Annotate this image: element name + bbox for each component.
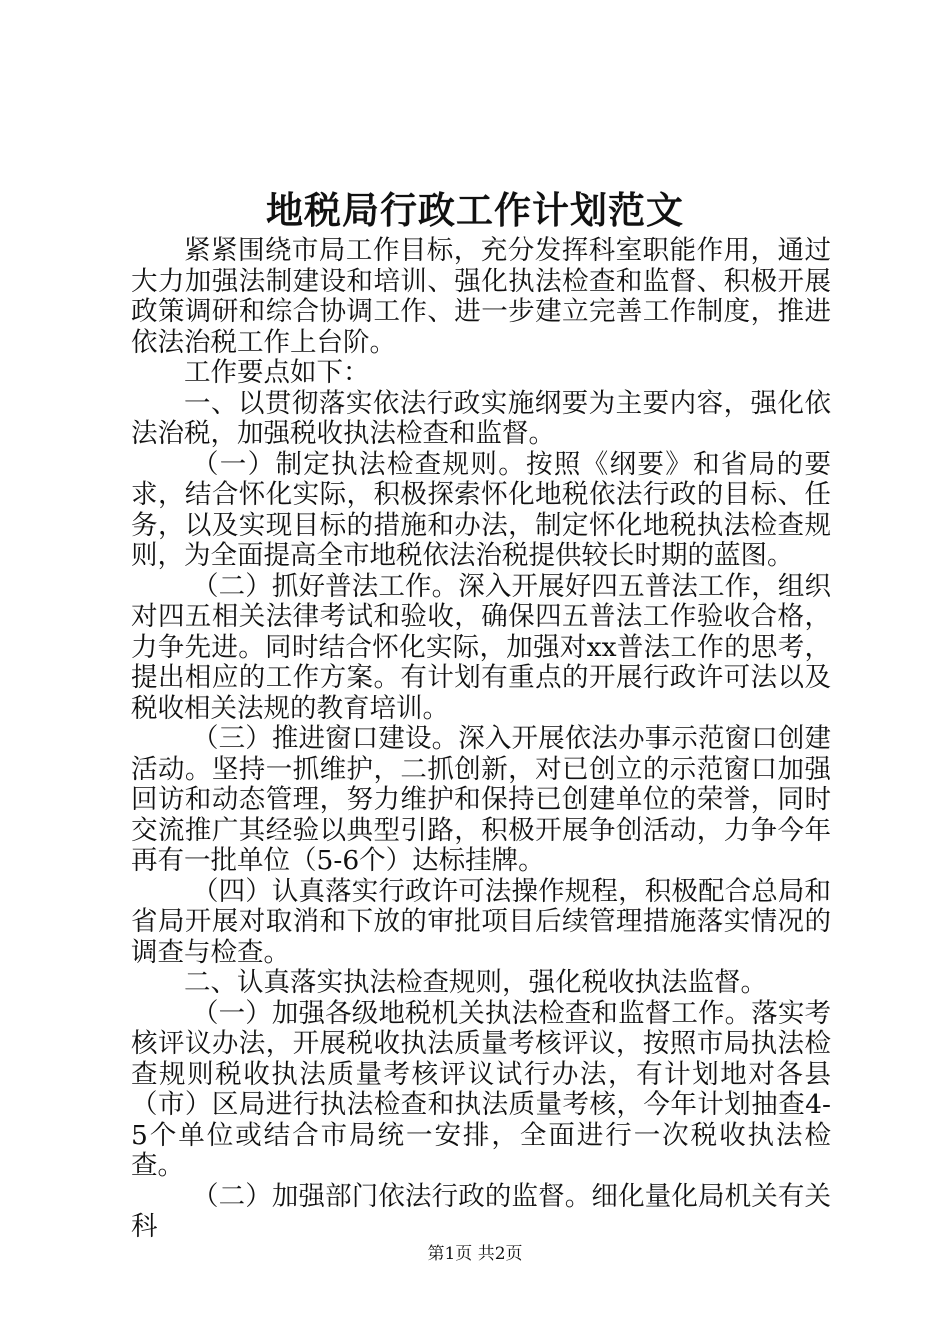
document-body [131,236,831,1243]
body-paragraph-key-points: 工作要点如下： [184,357,370,388]
subsection-1-4: （四）认真落实行政许可法操作规程，积极配合总局和省局开展对取消和下放的审批项目后续管理措施落实情况的调查与检查。 [131,875,831,968]
subsection-1-1: （一）制定执法检查规则。按照《纲要》和省局的要求，结合怀化实际，积极探索怀化地税依法行政的目标、任务，以及实现目标的措施和办法，制定怀化地税执法检查规则，为全面提高全市地税依法治税提供较长时期的蓝图。 [131,448,831,571]
subsection-2-2: （二）加强部门依法行政的监督。细化量化局机关有关科 [131,1180,831,1242]
body-paragraph-intro: 紧紧围绕市局工作目标，充分发挥科室职能作用，通过大力加强法制建设和培训、强化执法检查和监督、积极开展政策调研和综合协调工作、进一步建立完善工作制度，推进依法治税工作上台阶。 [131,235,831,358]
subsection-1-3: （三）推进窗口建设。深入开展依法办事示范窗口创建活动。坚持一抓维护，二抓创新，对已创立的示范窗口加强回访和动态管理，努力维护和保持已创建单位的荣誉，同时交流推广其经验以典型引路，积极开展争创活动，力争今年再有一批单位（5-6个）达标挂牌。 [131,723,831,876]
page-number-footer: 第1页 共2页 [427,1244,523,1264]
section-heading-2: 二、认真落实执法检查规则，强化税收执法监督。 [184,967,767,998]
subsection-1-2: （二）抓好普法工作。深入开展好四五普法工作，组织对四五相关法律考试和验收，确保四五普法工作验收合格，力争先进。同时结合怀化实际，加强对xx普法工作的思考，提出相应的工作方案。有计划有重点的开展行政许可法以及税收相关法规的教育培训。 [131,570,831,724]
section-heading-1: 一、以贯彻落实依法行政实施纲要为主要内容，强化依法治税，加强税收执法检查和监督。 [131,387,831,449]
subsection-2-1: （一）加强各级地税机关执法检查和监督工作。落实考核评议办法，开展税收执法质量考核评议，按照市局执法检查规则税收执法质量考核评议试行办法，有计划地对各县（市）区局进行执法检查和执法质量考核，今年计划抽查4-5个单位或结合市局统一安排，全面进行一次税收执法检查。 [131,997,831,1181]
document-title: 地税局行政工作计划范文 [266,188,684,232]
